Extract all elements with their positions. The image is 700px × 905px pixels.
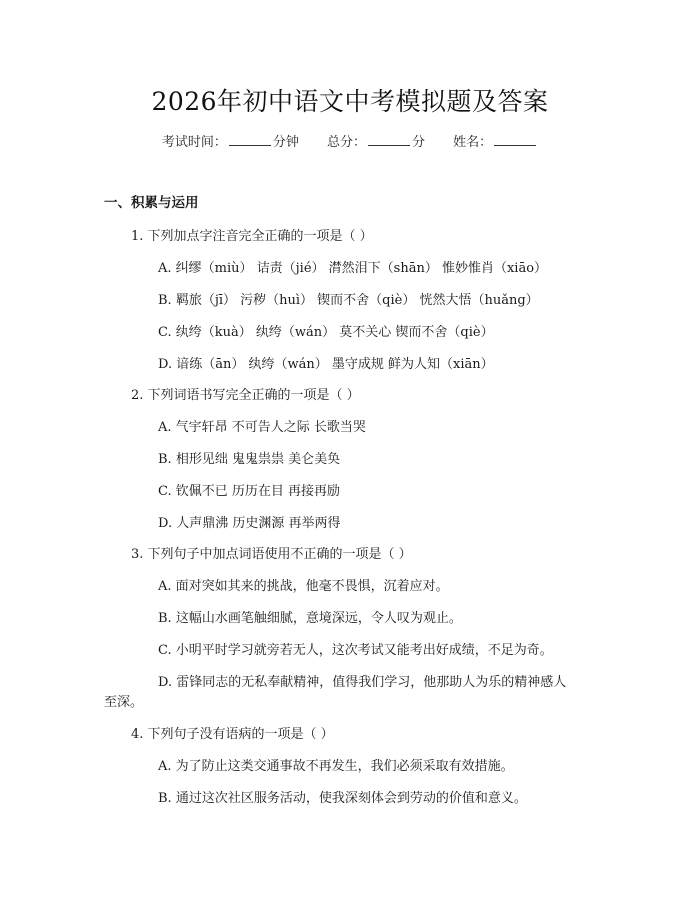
student-name-label: 姓名： [453,135,493,150]
question-option-continuation: 至深。 [104,695,144,710]
section-heading: 一、积累与运用 [104,195,199,211]
question-option: B. 这幅山水画笔触细腻，意境深远，令人叹为观止。 [158,611,462,626]
exam-time-unit: 分钟 [272,135,299,150]
question-option: C. 小明平时学习就旁若无人，这次考试又能考出好成绩，不足为奇。 [158,643,553,658]
question-option: A. 为了防止这类交通事故不再发生，我们必须采取有效措施。 [158,759,514,774]
question-option: A. 纠缪（miù） 诘责（jié） 潸然泪下（shān） 惟妙惟肖（xiāo） [158,261,548,276]
question-option: B. 羁旅（jī） 污秽（huì） 锲而不舍（qiè） 恍然大悟（huǎng） [158,293,539,308]
question-stem: 4. 下列句子没有语病的一项是（ ） [131,727,334,742]
page-title: 2026年初中语文中考模拟题及答案 [151,87,549,116]
exam-info-row [0,131,700,150]
exam-time-label: 考试时间： [161,135,227,150]
question-option: C. 钦佩不已 历历在目 再接再励 [158,484,341,499]
exam-time-field [162,131,299,150]
total-score-field [327,131,425,150]
total-score-blank [368,133,410,146]
question-stem: 2. 下列词语书写完全正确的一项是（ ） [131,388,360,403]
total-score-label: 总分： [326,135,366,150]
student-name-field [453,131,538,150]
question-option: B. 通过这次社区服务活动，使我深刻体会到劳动的价值和意义。 [158,791,527,806]
question-option: D. 谙练（ān） 纨绔（wán） 墨守成规 鲜为人知（xiān） [158,357,494,372]
question-option: D. 人声鼎沸 历史渊源 再举两得 [158,516,341,531]
student-name-blank [494,133,536,146]
question-option: D. 雷锋同志的无私奉献精神，值得我们学习，他那助人为乐的精神感人 [158,675,567,690]
question-stem: 3. 下列句子中加点词语使用不正确的一项是（ ） [131,547,412,562]
exam-time-blank [229,133,271,146]
question-option: A. 气宇轩昂 不可告人之际 长歌当哭 [158,420,366,435]
question-option: B. 相形见绌 鬼鬼祟祟 美仑美奂 [158,452,341,467]
question-option: C. 纨绔（kuà） 纨绔（wán） 莫不关心 锲而不舍（qiè） [158,325,494,340]
question-stem: 1. 下列加点字注音完全正确的一项是（ ） [131,229,373,244]
total-score-unit: 分 [412,135,426,150]
question-option: A. 面对突如其来的挑战，他毫不畏惧，沉着应对。 [158,579,449,594]
